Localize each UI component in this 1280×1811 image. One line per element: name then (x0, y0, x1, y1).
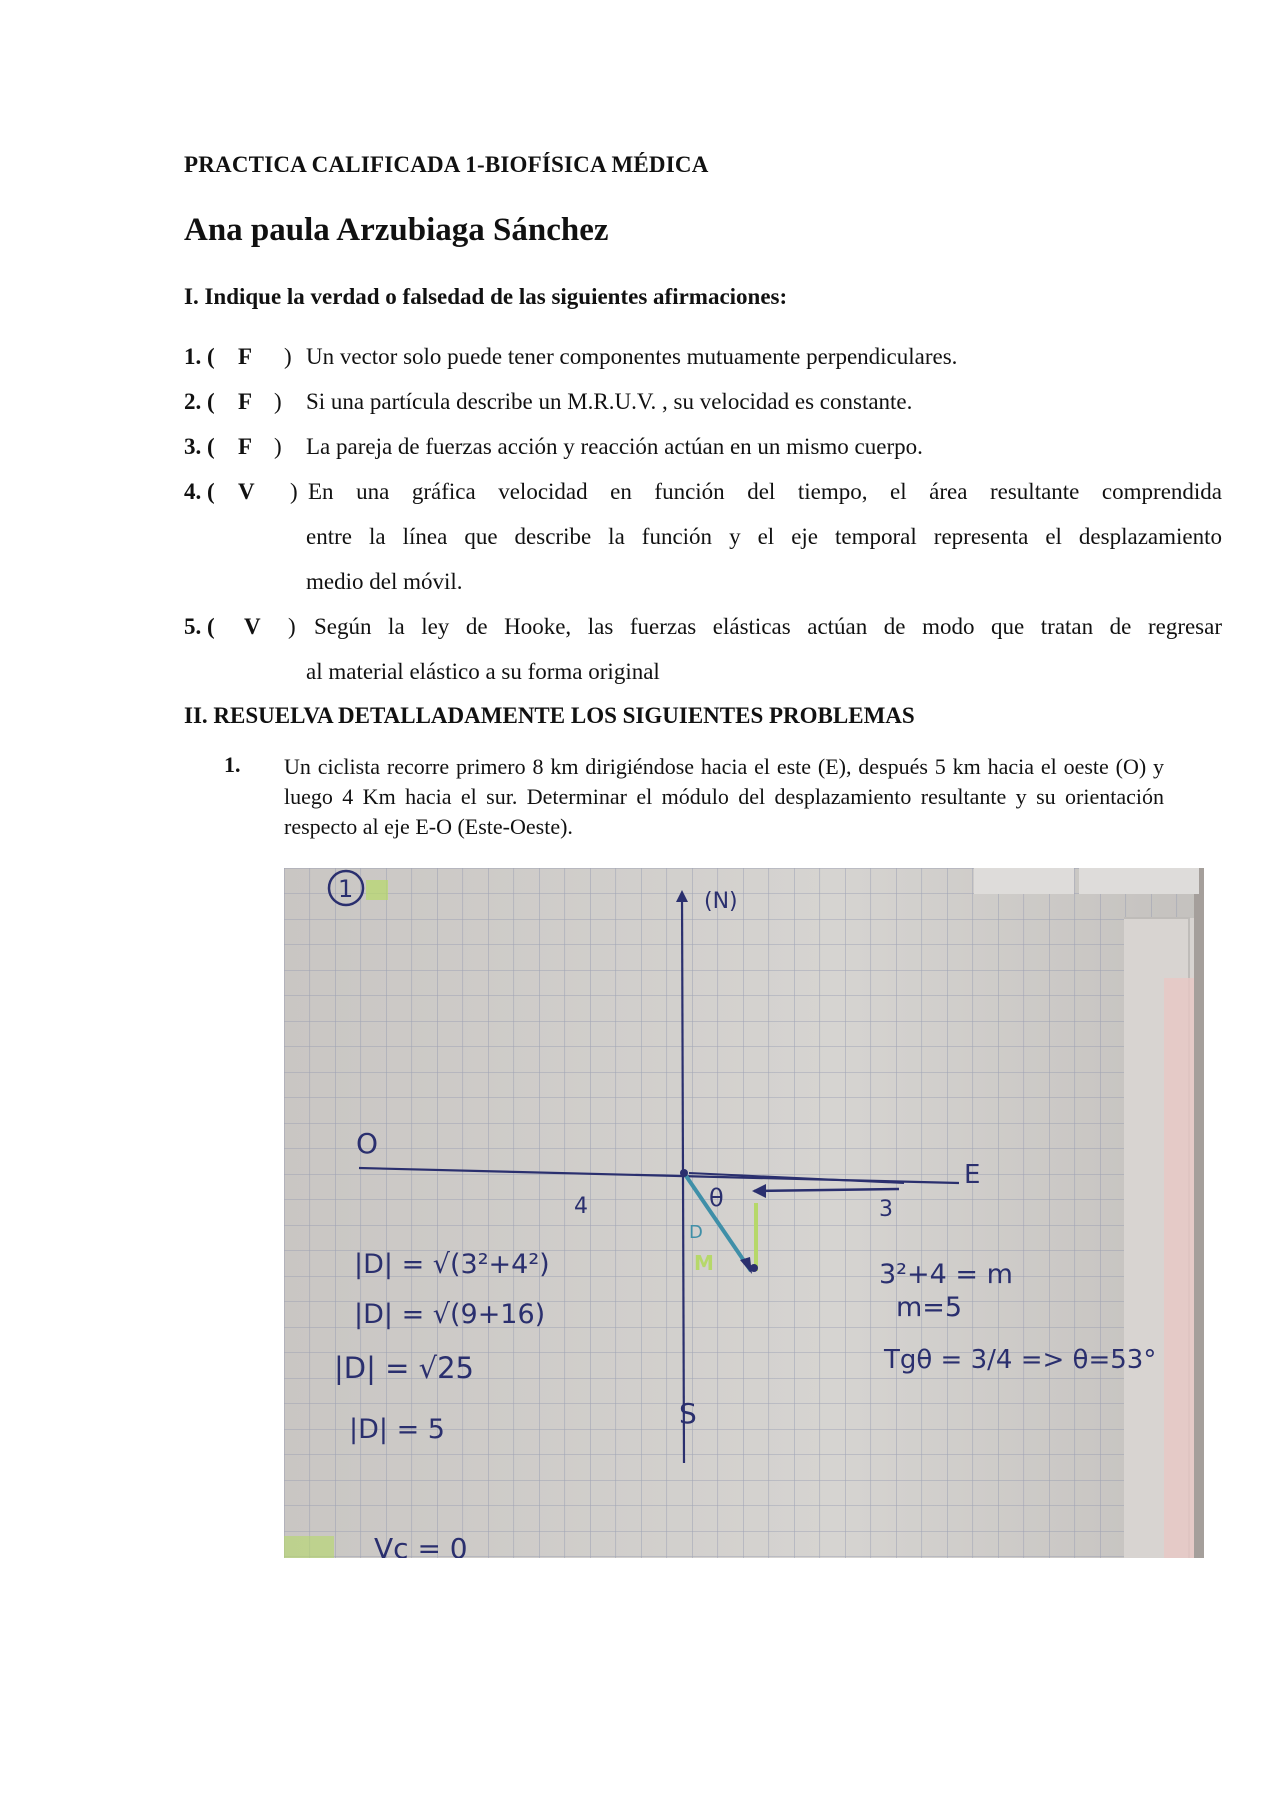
student-name: Ana paula Arzubiaga Sánchez (184, 212, 609, 248)
west-label: O (356, 1127, 379, 1160)
east-label: E (964, 1160, 981, 1190)
answer-3: F (238, 434, 253, 459)
equation-8: Vc = 0 (374, 1532, 468, 1558)
answer-4: V (238, 479, 255, 504)
answer-1: F (238, 344, 253, 369)
handwritten-solution-photo (284, 868, 1204, 1558)
equation-3: |D| = √25 (334, 1351, 474, 1385)
problem-1-number: 1. (224, 752, 241, 777)
south-label: S (679, 1397, 697, 1430)
section-2-heading: II. RESUELVA DETALLADAMENTE LOS SIGUIENTES PROBLEMAS (184, 703, 915, 728)
equation-5: 3²+4 = m (879, 1259, 1013, 1290)
equation-6: m=5 (896, 1292, 963, 1323)
tick-4: 4 (574, 1194, 588, 1219)
m-label: M (694, 1251, 714, 1275)
answer-2: F (238, 389, 253, 414)
theta-label: θ (709, 1184, 724, 1212)
equation-2: |D| = √(9+16) (354, 1299, 546, 1330)
tick-3: 3 (879, 1197, 893, 1222)
section-1-heading: I. Indique la verdad o falsedad de las siguientes afirmaciones: (184, 284, 788, 309)
answer-5: V (244, 614, 261, 639)
equation-4: |D| = 5 (349, 1414, 445, 1445)
grid-lines (284, 868, 1204, 1558)
d-vector-label: D (689, 1222, 703, 1243)
circle-number: 1 (338, 875, 354, 903)
document-title: PRACTICA CALIFICADA 1-BIOFÍSICA MÉDICA (184, 152, 709, 177)
north-label: (N) (704, 889, 738, 914)
equation-1: |D| = √(3²+4²) (354, 1249, 550, 1280)
problem-1-text: Un ciclista recorre primero 8 km dirigiéndose hacia el este (E), después 5 km hacia el oeste (O) y luego 4 Km hacia el sur. Determinar el módulo del desplazamiento resultante y su orientación respecto al eje E-O (Este-Oeste). (284, 754, 1164, 839)
equation-7: Tgθ = 3/4 => θ=53° (884, 1345, 1157, 1375)
